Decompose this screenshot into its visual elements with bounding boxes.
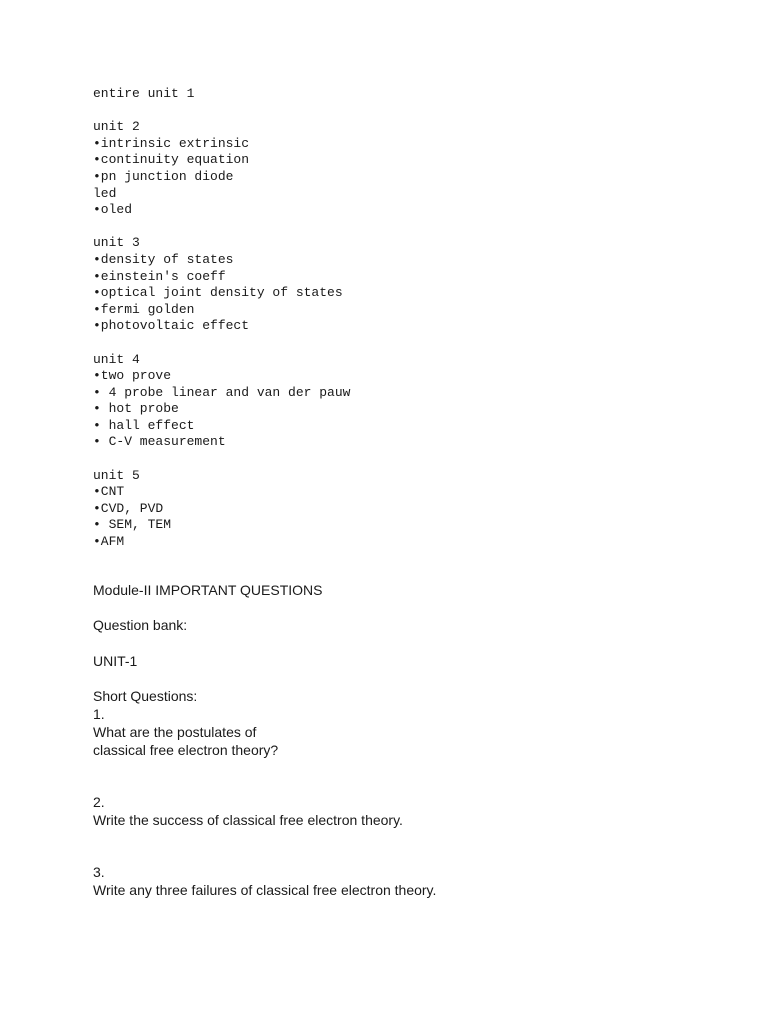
unit-4-item: • hall effect [93, 417, 195, 433]
spacer [93, 759, 733, 793]
syllabus-unit-4 [93, 352, 733, 452]
unit-5-title: unit 5 [93, 467, 140, 483]
short-questions-label: Short Questions: [93, 687, 198, 704]
syllabus-unit-5 [93, 468, 733, 551]
unit-4-item: • C-V measurement [93, 434, 226, 450]
unit-5-item: •AFM [93, 534, 125, 550]
spacer [93, 829, 733, 863]
unit-5-item: •CVD, PVD [93, 500, 164, 516]
unit-4-title: unit 4 [93, 351, 140, 367]
unit-3-item: •optical joint density of states [93, 285, 343, 301]
question-bank-label: Question bank: [93, 616, 188, 633]
unit-2-item: led [93, 185, 117, 201]
syllabus-unit-1 [93, 86, 733, 103]
unit-4-item: • hot probe [93, 401, 179, 417]
question-item [93, 863, 733, 899]
unit-2-item: •intrinsic extrinsic [93, 135, 250, 151]
syllabus-unit-2 [93, 119, 733, 219]
unit-2-item: •pn junction diode [93, 168, 234, 184]
question-item [93, 793, 733, 829]
document-page [93, 86, 733, 899]
unit-3-item: •einstein's coeff [93, 268, 226, 284]
unit-3-item: •fermi golden [93, 301, 195, 317]
question-number: 2. [93, 793, 105, 810]
unit-3-title: unit 3 [93, 235, 140, 251]
question-number: 1. [93, 705, 105, 722]
unit-3-item: •density of states [93, 251, 234, 267]
unit-3-item: •photovoltaic effect [93, 318, 250, 334]
question-text: Write any three failures of classical free electron theory. [93, 881, 437, 898]
unit-5-item: •CNT [93, 484, 125, 500]
unit-4-item: • 4 probe linear and van der pauw [93, 384, 351, 400]
unit-2-item: •oled [93, 202, 133, 218]
unit-1-line: entire unit 1 [93, 86, 195, 101]
module-title: Module-II IMPORTANT QUESTIONS [93, 581, 323, 598]
unit-2-title: unit 2 [93, 119, 140, 135]
question-text: classical free electron theory? [93, 741, 279, 758]
syllabus-unit-3 [93, 235, 733, 335]
question-number: 3. [93, 863, 105, 880]
question-text: Write the success of classical free electron theory. [93, 811, 403, 828]
unit-4-item: •two prove [93, 368, 172, 384]
question-text: What are the postulates of [93, 723, 257, 740]
question-item [93, 705, 733, 759]
unit-5-item: • SEM, TEM [93, 517, 172, 533]
unit-heading: UNIT-1 [93, 652, 138, 669]
unit-2-item: •continuity equation [93, 152, 250, 168]
